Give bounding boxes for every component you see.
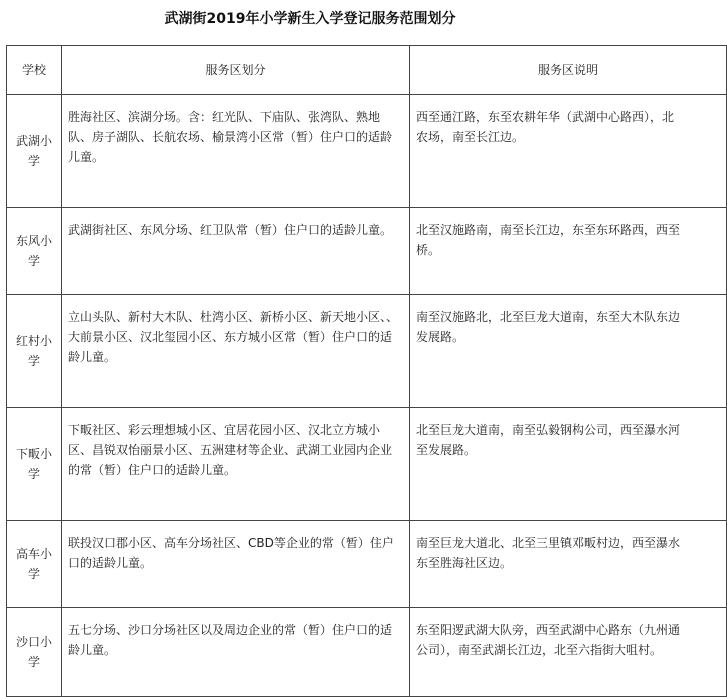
desc-cell: 东至阳逻武湖大队旁，西至武湖中心路东（九州通 公司），南至武湖长江边，北至六指街大咀村。 (410, 608, 727, 697)
table-row (7, 295, 727, 408)
school-cell: 东风小 学 (7, 208, 62, 295)
area-cell: 下畈社区、彩云理想城小区、宜居花园小区、汉北立方城小区、昌锐双怡丽景小区、五洲建材等企业、武湖工业园内企业的常（暂）住户口的适龄儿童。 (62, 408, 410, 521)
school-cell: 武湖小 学 (7, 95, 62, 208)
area-cell: 五七分场、沙口分场社区以及周边企业的常（暂）住户口的适龄儿童。 (62, 608, 410, 697)
desc-cell: 北至巨龙大道南，南至弘毅钢构公司，西至瀑水河 至发展路。 (410, 408, 727, 521)
desc-cell: 南至汉施路北，北至巨龙大道南，东至大木队东边 发展路。 (410, 295, 727, 408)
area-cell: 武湖街社区、东风分场、红卫队常（暂）住户口的适龄儿童。 (62, 208, 410, 295)
service-area-table (6, 45, 727, 697)
school-cell: 沙口小 学 (7, 608, 62, 697)
desc-cell: 南至巨龙大道北、北至三里镇邓畈村边，西至瀑水 东至胜海社区边。 (410, 521, 727, 608)
table-header-row (7, 46, 727, 95)
area-cell: 联投汉口郡小区、高车分场社区、CBD等企业的常（暂）住户口的适龄儿童。 (62, 521, 410, 608)
school-cell: 下畈小 学 (7, 408, 62, 521)
table-row (7, 208, 727, 295)
school-cell: 高车小 学 (7, 521, 62, 608)
header-desc: 服务区说明 (410, 46, 727, 95)
table-row (7, 608, 727, 697)
school-cell: 红村小 学 (7, 295, 62, 408)
desc-cell: 西至通江路，东至农耕年华（武湖中心路西），北 农场，南至长江边。 (410, 95, 727, 208)
table-container (6, 45, 705, 669)
table-row (7, 521, 727, 608)
header-area: 服务区划分 (62, 46, 410, 95)
header-school: 学校 (7, 46, 62, 95)
table-row (7, 95, 727, 208)
area-cell: 立山头队、新村大木队、杜湾小区、新桥小区、新天地小区、、大前景小区、汉北玺园小区、东方城小区常（暂）住户口的适龄儿童。 (62, 295, 410, 408)
table-row (7, 408, 727, 521)
area-cell: 胜海社区、滨湖分场。含：红光队、下庙队、张湾队、熟地队、房子湖队、长航农场、榆景湾小区常（暂）住户口的适龄儿童。 (62, 95, 410, 208)
desc-cell: 北至汉施路南，南至长江边，东至东环路西，西至 桥。 (410, 208, 727, 295)
page-title: 武湖街2019年小学新生入学登记服务范围划分 (164, 11, 456, 27)
